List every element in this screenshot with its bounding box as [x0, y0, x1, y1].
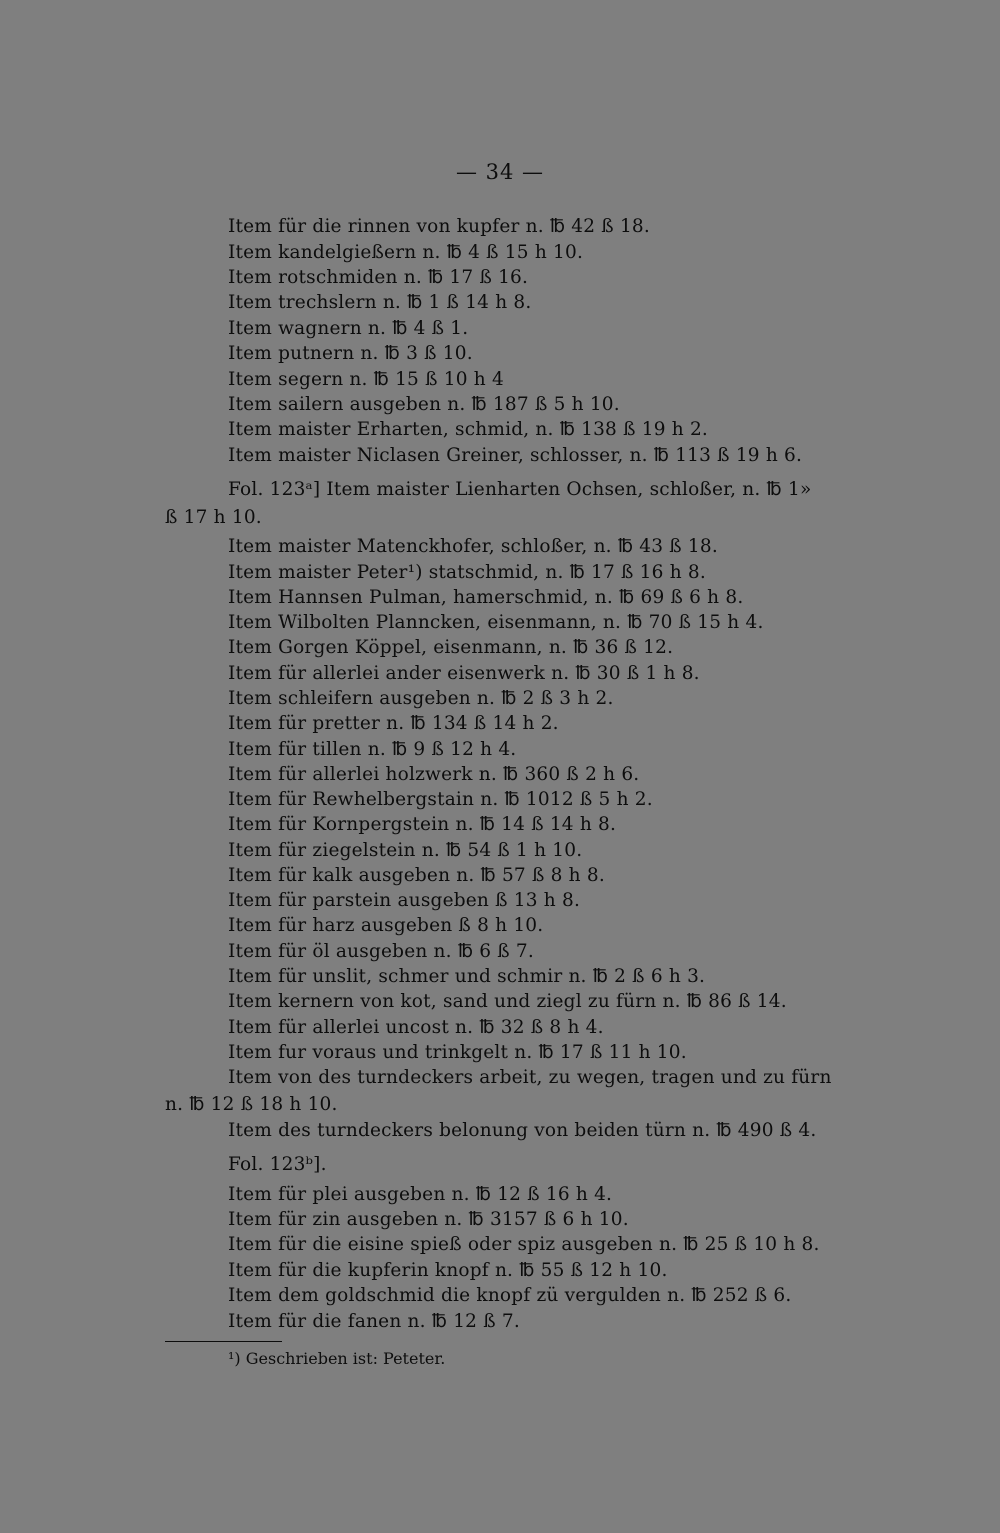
page-number: — 34 —: [455, 160, 545, 184]
text-line: Item des turndeckers belonung von beiden türn n. ℔ 490 ß 4.: [228, 1120, 817, 1141]
footnote-divider: [165, 1341, 282, 1342]
text-line: Item wagnern n. ℔ 4 ß 1.: [228, 318, 469, 339]
text-line: Item für parstein ausgeben ß 13 h 8.: [228, 890, 581, 911]
text-line: Item maister Niclasen Greiner, schlosser, n. ℔ 113 ß 19 h 6.: [228, 445, 803, 466]
text-line: Item für kalk ausgeben n. ℔ 57 ß 8 h 8.: [228, 865, 605, 886]
text-line: Fol. 123ᵇ].: [228, 1154, 327, 1175]
text-line: Item für Rewhelbergstain n. ℔ 1012 ß 5 h 2.: [228, 789, 653, 810]
text-line: Item maister Peter¹) statschmid, n. ℔ 17 ß 16 h 8.: [228, 562, 706, 583]
text-line: Item fur voraus und trinkgelt n. ℔ 17 ß 11 h 10.: [228, 1042, 687, 1063]
text-line: Item für allerlei ander eisenwerk n. ℔ 30 ß 1 h 8.: [228, 663, 700, 684]
text-line: Item für öl ausgeben n. ℔ 6 ß 7.: [228, 941, 534, 962]
text-line: Item Wilbolten Planncken, eisenmann, n. ℔ 70 ß 15 h 4.: [228, 612, 764, 633]
text-line: ß 17 h 10.: [165, 507, 262, 528]
text-line: Item für die rinnen von kupfer n. ℔ 42 ß 18.: [228, 216, 650, 237]
text-line: Item Gorgen Köppel, eisenmann, n. ℔ 36 ß 12.: [228, 637, 674, 658]
text-line: Fol. 123ᵃ] Item maister Lienharten Ochsen, schloßer, n. ℔ 1»: [228, 479, 812, 500]
text-line: Item für die eisine spieß oder spiz ausgeben n. ℔ 25 ß 10 h 8.: [228, 1234, 820, 1255]
text-line: Item kandelgießern n. ℔ 4 ß 15 h 10.: [228, 242, 584, 263]
text-line: Item für ziegelstein n. ℔ 54 ß 1 h 10.: [228, 840, 583, 861]
text-line: Item Hannsen Pulman, hamerschmid, n. ℔ 69 ß 6 h 8.: [228, 587, 744, 608]
text-line: Item für allerlei uncost n. ℔ 32 ß 8 h 4.: [228, 1017, 604, 1038]
text-line: n. ℔ 12 ß 18 h 10.: [165, 1094, 338, 1115]
text-line: Item für Kornpergstein n. ℔ 14 ß 14 h 8.: [228, 814, 617, 835]
text-line: Item schleifern ausgeben n. ℔ 2 ß 3 h 2.: [228, 688, 614, 709]
text-line: Item segern n. ℔ 15 ß 10 h 4: [228, 369, 504, 390]
text-line: Item maister Erharten, schmid, n. ℔ 138 ß 19 h 2.: [228, 419, 709, 440]
text-line: Item für unslit, schmer und schmir n. ℔ 2 ß 6 h 3.: [228, 966, 706, 987]
text-line: Item für tillen n. ℔ 9 ß 12 h 4.: [228, 739, 517, 760]
text-line: Item von des turndeckers arbeit, zu wegen, tragen und zu fürn: [228, 1067, 832, 1088]
text-line: Item für allerlei holzwerk n. ℔ 360 ß 2 h 6.: [228, 764, 640, 785]
text-line: Item dem goldschmid die knopf zü vergulden n. ℔ 252 ß 6.: [228, 1285, 792, 1306]
text-line: Item putnern n. ℔ 3 ß 10.: [228, 343, 473, 364]
text-line: Item sailern ausgeben n. ℔ 187 ß 5 h 10.: [228, 394, 620, 415]
text-line: Item für plei ausgeben n. ℔ 12 ß 16 h 4.: [228, 1184, 613, 1205]
text-line: Item trechslern n. ℔ 1 ß 14 h 8.: [228, 292, 532, 313]
text-line: Item für pretter n. ℔ 134 ß 14 h 2.: [228, 713, 559, 734]
footnote: ¹) Geschrieben ist: Peteter.: [228, 1349, 446, 1368]
text-line: Item rotschmiden n. ℔ 17 ß 16.: [228, 267, 529, 288]
text-line: Item für die fanen n. ℔ 12 ß 7.: [228, 1311, 520, 1332]
text-line: Item kernern von kot, sand und ziegl zu fürn n. ℔ 86 ß 14.: [228, 991, 787, 1012]
text-line: Item für die kupferin knopf n. ℔ 55 ß 12 h 10.: [228, 1260, 668, 1281]
text-line: Item für harz ausgeben ß 8 h 10.: [228, 915, 544, 936]
text-line: Item maister Matenckhofer, schloßer, n. ℔ 43 ß 18.: [228, 536, 718, 557]
text-line: Item für zin ausgeben n. ℔ 3157 ß 6 h 10.: [228, 1209, 629, 1230]
